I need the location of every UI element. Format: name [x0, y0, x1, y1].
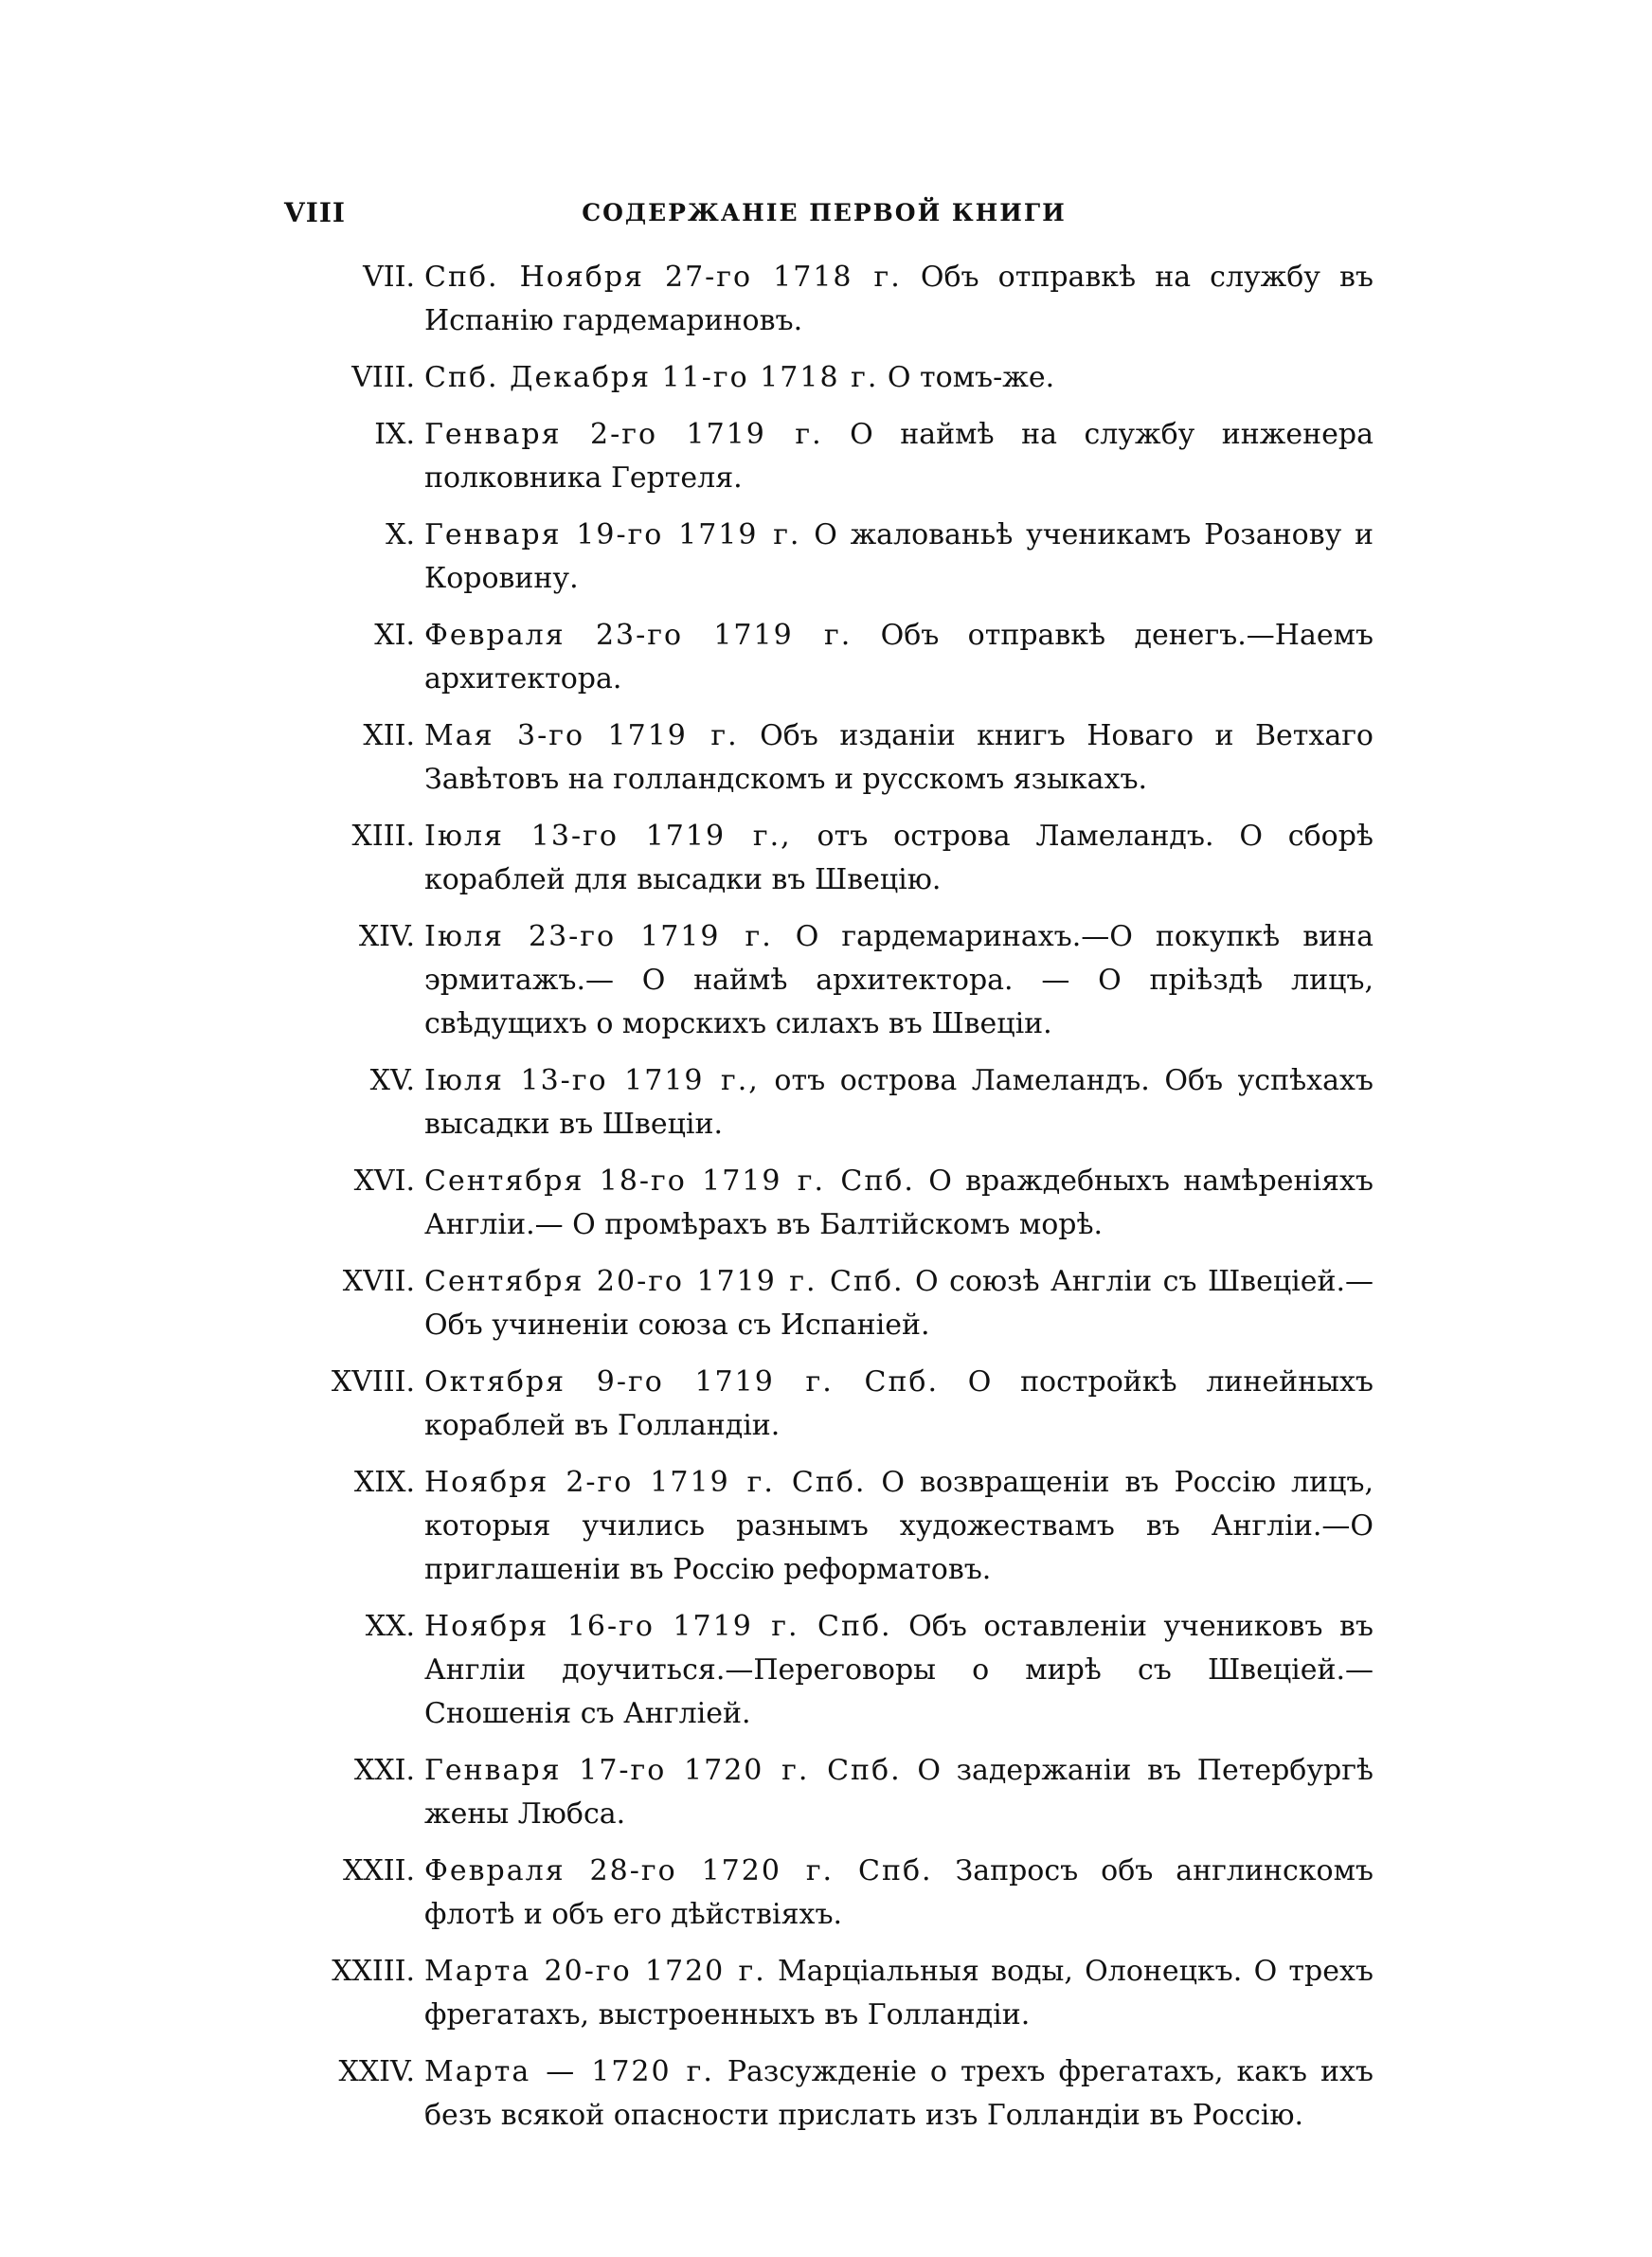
entry-text: отъ острова Ламеландъ. Объ успѣхахъ высадки въ Швеціи. — [424, 1064, 1374, 1141]
entry-date: Спб. Декабря 11-го 1718 г. — [424, 361, 879, 394]
entry-number: XIII. — [351, 820, 415, 853]
entry-number: XVIII. — [331, 1365, 415, 1399]
entry-text: Разсужденіе о трехъ фрегатахъ, какъ ихъ безъ всякой опасности прислать изъ Голландіи въ Россію. — [424, 2055, 1374, 2132]
entry-text: Запросъ объ англинскомъ флотѣ и объ его дѣйствіяхъ. — [424, 1854, 1374, 1931]
toc-entry — [313, 413, 1374, 500]
entry-date: Марта — 1720 г. — [424, 2055, 714, 2088]
toc-entry — [313, 356, 1374, 400]
page-header — [284, 197, 1364, 235]
entry-number: IX. — [374, 418, 415, 451]
entry-number: XI. — [374, 619, 415, 652]
toc-entry — [313, 714, 1374, 802]
entry-number: XII. — [363, 719, 415, 752]
entry-text: О союзѣ Англіи съ Швеціей.—Объ учиненіи союза съ Испаніей. — [424, 1265, 1374, 1342]
entry-date: Сентября 18-го 1719 г. Спб. — [424, 1165, 915, 1198]
toc-entry — [313, 1461, 1374, 1592]
toc-entry — [313, 1850, 1374, 1937]
toc-entry — [313, 1160, 1374, 1247]
entry-text: Объ изданіи книгъ Новаго и Ветхаго Завѣтовъ на голландскомъ и русскомъ языкахъ. — [424, 719, 1374, 796]
entry-text: О наймѣ на службу инженера полковника Гертеля. — [424, 418, 1374, 495]
entry-number: XX. — [365, 1610, 415, 1643]
toc-entry — [313, 256, 1374, 343]
toc-entry — [313, 614, 1374, 701]
toc-entry — [313, 1361, 1374, 1448]
entry-number: XXII. — [343, 1854, 415, 1887]
entry-date: Февраля 23-го 1719 г. — [424, 619, 853, 652]
entry-date: Іюля 23-го 1719 г. — [424, 920, 773, 953]
entry-number: XIX. — [353, 1466, 415, 1499]
entry-date: Октября 9-го 1719 г. Спб. — [424, 1365, 940, 1399]
toc-entry — [313, 1950, 1374, 2037]
toc-entry — [313, 514, 1374, 601]
entry-date: Марта 20-го 1720 г. — [424, 1955, 766, 1988]
entry-text: О задержаніи въ Петербургѣ жены Любса. — [424, 1754, 1374, 1831]
entry-text: Объ отправкѣ на службу въ Испанію гардемариновъ. — [424, 261, 1374, 337]
entry-date: Ноября 2-го 1719 г. Спб. — [424, 1466, 867, 1499]
entry-text: Объ отправкѣ денегъ.—Наемъ архитектора. — [424, 619, 1374, 695]
entry-text: О томъ-же. — [887, 361, 1055, 394]
toc-entry — [313, 1605, 1374, 1736]
toc-entry — [313, 915, 1374, 1046]
toc-entry — [313, 2050, 1374, 2138]
entry-number: XIV. — [358, 920, 415, 953]
entry-text: О гардемаринахъ.—О покупкѣ вина эрмитажъ.— О наймѣ архитектора. — О пріѣздѣ лицъ, свѣдущихъ о морскихъ силахъ въ Швеціи. — [424, 920, 1374, 1040]
entry-date: Ноября 16-го 1719 г. Спб. — [424, 1610, 892, 1643]
entry-text: отъ острова Ламеландъ. О сборѣ кораблей для высадки въ Швецію. — [424, 820, 1374, 896]
entry-number: XV. — [369, 1064, 415, 1097]
entry-number: XVII. — [342, 1265, 415, 1298]
entry-text: Марціальныя воды, Олонецкъ. О трехъ фрегатахъ, выстроенныхъ въ Голландіи. — [424, 1955, 1374, 2031]
toc-entry — [313, 1059, 1374, 1147]
entry-date: Генваря 17-го 1720 г. Спб. — [424, 1754, 902, 1787]
entry-text: О постройкѣ линейныхъ кораблей въ Голландіи. — [424, 1365, 1374, 1442]
running-title: СОДЕРЖАНІЕ ПЕРВОЙ КНИГИ — [582, 199, 1067, 226]
entry-date: Сентября 20-го 1719 г. Спб. — [424, 1265, 905, 1298]
entry-date: Февраля 28-го 1720 г. Спб. — [424, 1854, 933, 1887]
entry-text: О враждебныхъ намѣреніяхъ Англіи.— О промѣрахъ въ Балтійскомъ морѣ. — [424, 1165, 1374, 1241]
entry-text: О жалованьѣ ученикамъ Розанову и Коровину. — [424, 518, 1374, 595]
entry-date: Іюля 13-го 1719 г., — [424, 820, 792, 853]
entry-date: Спб. Ноября 27-го 1718 г. — [424, 261, 902, 294]
entry-number: VII. — [363, 261, 415, 294]
toc-entry — [313, 1260, 1374, 1347]
page-number: VIII — [284, 197, 347, 228]
table-of-contents — [313, 256, 1374, 2151]
entry-number: XVI. — [353, 1165, 415, 1198]
toc-entry — [313, 815, 1374, 902]
entry-date: Генваря 19-го 1719 г. — [424, 518, 801, 551]
entry-date: Мая 3-го 1719 г. — [424, 719, 739, 752]
entry-number: XXIV. — [338, 2055, 415, 2088]
entry-date: Генваря 2-го 1719 г. — [424, 418, 823, 451]
entry-number: XXI. — [353, 1754, 415, 1787]
entry-text: О возвращеніи въ Россію лицъ, которыя учились разнымъ художествамъ въ Англіи.—О приглашеніи въ Россію реформатовъ. — [424, 1466, 1374, 1586]
entry-date: Іюля 13-го 1719 г., — [424, 1064, 760, 1097]
entry-number: X. — [386, 518, 415, 551]
entry-number: VIII. — [351, 361, 415, 394]
toc-entry — [313, 1749, 1374, 1836]
entry-number: XXIII. — [332, 1955, 415, 1988]
entry-text: Объ оставленіи учениковъ въ Англіи доучиться.—Переговоры о мирѣ съ Швеціей.—Сношенія съ Англіей. — [424, 1610, 1374, 1730]
